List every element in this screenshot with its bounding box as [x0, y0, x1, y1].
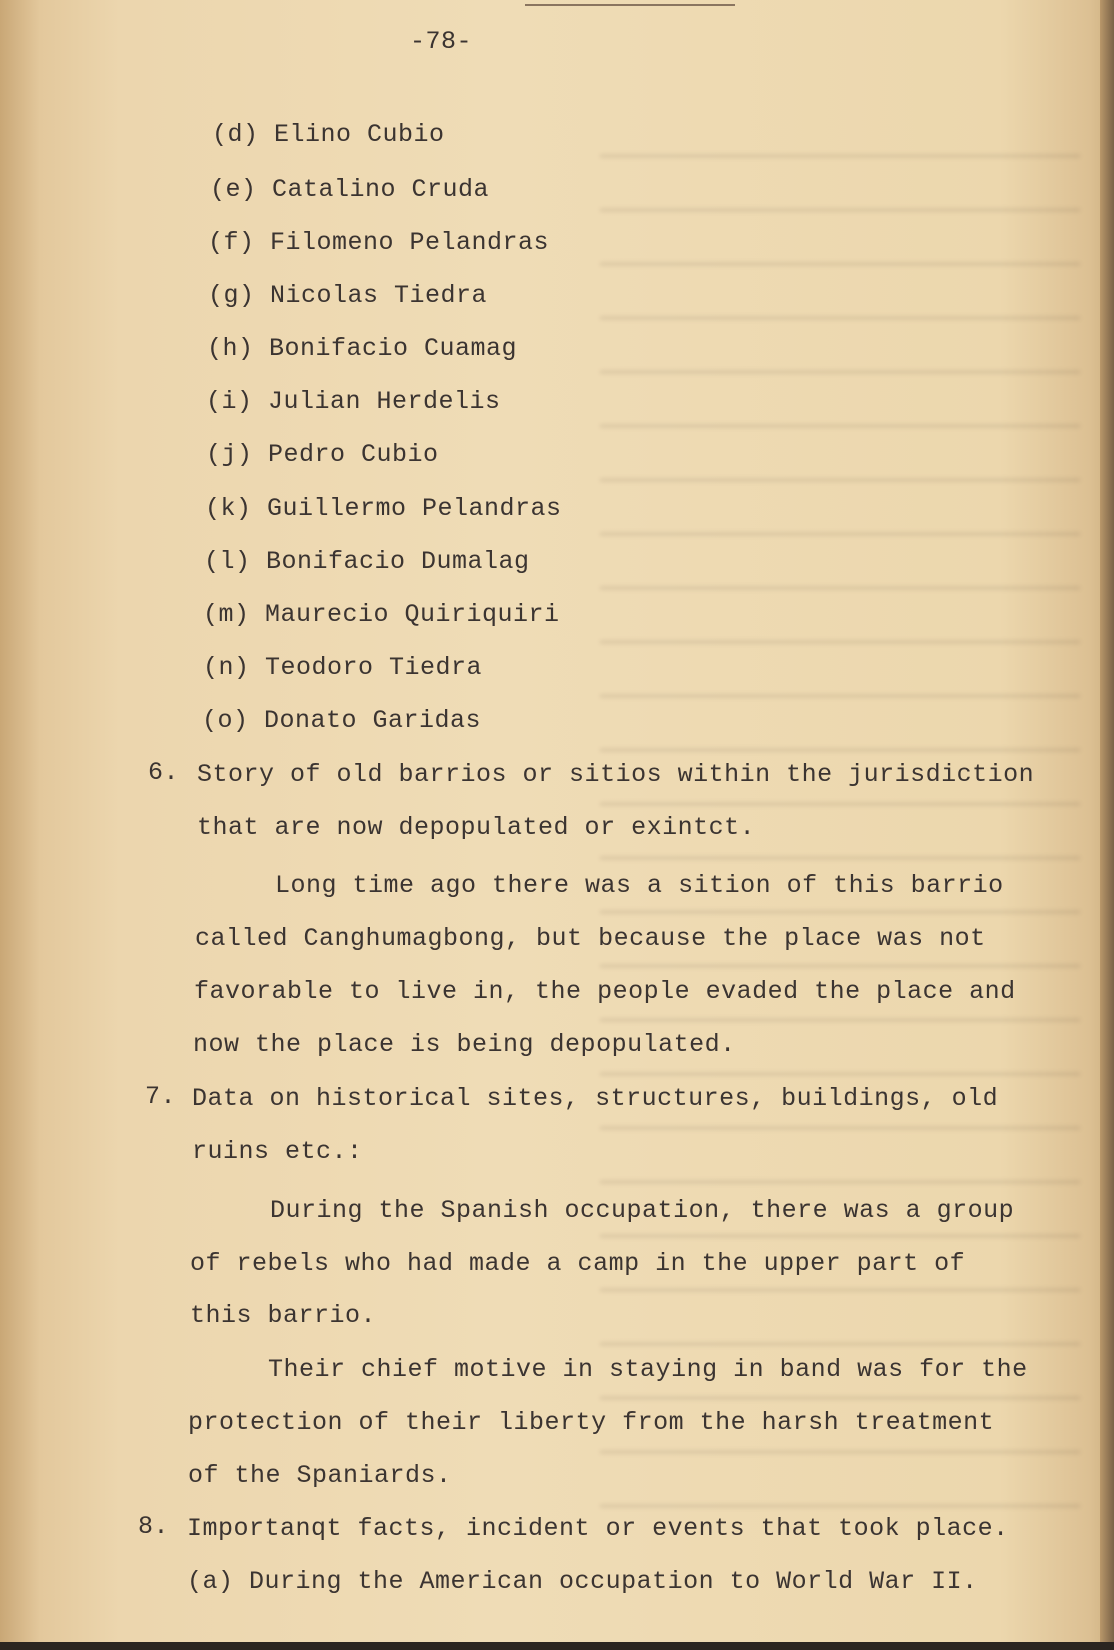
bottom-edge [0, 1642, 1114, 1650]
paragraph-line: of rebels who had made a camp in the upper part of [190, 1249, 966, 1278]
paragraph-line: During the Spanish occupation, there was a group [270, 1196, 1015, 1225]
list-item: (i) Julian Herdelis [206, 387, 501, 416]
list-item: (k) Guillermo Pelandras [205, 494, 562, 523]
paragraph-line: of the Spaniards. [188, 1461, 452, 1490]
paragraph-line: Long time ago there was a sition of this barrio [275, 871, 1004, 900]
paragraph-line: favorable to live in, the people evaded the place and [194, 977, 1016, 1006]
subsection-heading: (a) During the American occupation to World War II. [187, 1567, 978, 1596]
paragraph-line: called Canghumagbong, but because the place was not [195, 924, 986, 953]
list-item: (d) Elino Cubio [212, 120, 445, 149]
page-edge [1100, 0, 1114, 1650]
section-heading: that are now depopulated or exintct. [197, 813, 756, 842]
section-heading: Importanqt facts, incident or events that took place. [187, 1514, 1009, 1543]
page-number: -78- [410, 27, 473, 56]
section-number: 6. [148, 758, 180, 787]
list-item: (g) Nicolas Tiedra [208, 281, 488, 310]
list-item: (e) Catalino Cruda [210, 175, 490, 204]
list-item: (o) Donato Garidas [202, 706, 482, 735]
section-number: 7. [145, 1082, 177, 1111]
section-number: 8. [138, 1512, 170, 1541]
section-heading: Story of old barrios or sitios within the jurisdiction [197, 760, 1035, 789]
list-item: (l) Bonifacio Dumalag [204, 547, 530, 576]
paragraph-line: protection of their liberty from the harsh treatment [188, 1408, 995, 1437]
list-item: (n) Teodoro Tiedra [203, 653, 483, 682]
section-heading: ruins etc.: [192, 1137, 363, 1166]
list-item: (f) Filomeno Pelandras [208, 228, 550, 257]
list-item: (m) Maurecio Quiriquiri [203, 600, 560, 629]
paragraph-line: Their chief motive in staying in band was for the [268, 1355, 1028, 1384]
top-edge-mark [525, 0, 735, 6]
paragraph-line: now the place is being depopulated. [193, 1030, 736, 1059]
paragraph-line: this barrio. [190, 1301, 377, 1330]
list-item: (j) Pedro Cubio [206, 440, 439, 469]
list-item: (h) Bonifacio Cuamag [207, 334, 518, 363]
section-heading: Data on historical sites, structures, buildings, old [192, 1084, 999, 1113]
